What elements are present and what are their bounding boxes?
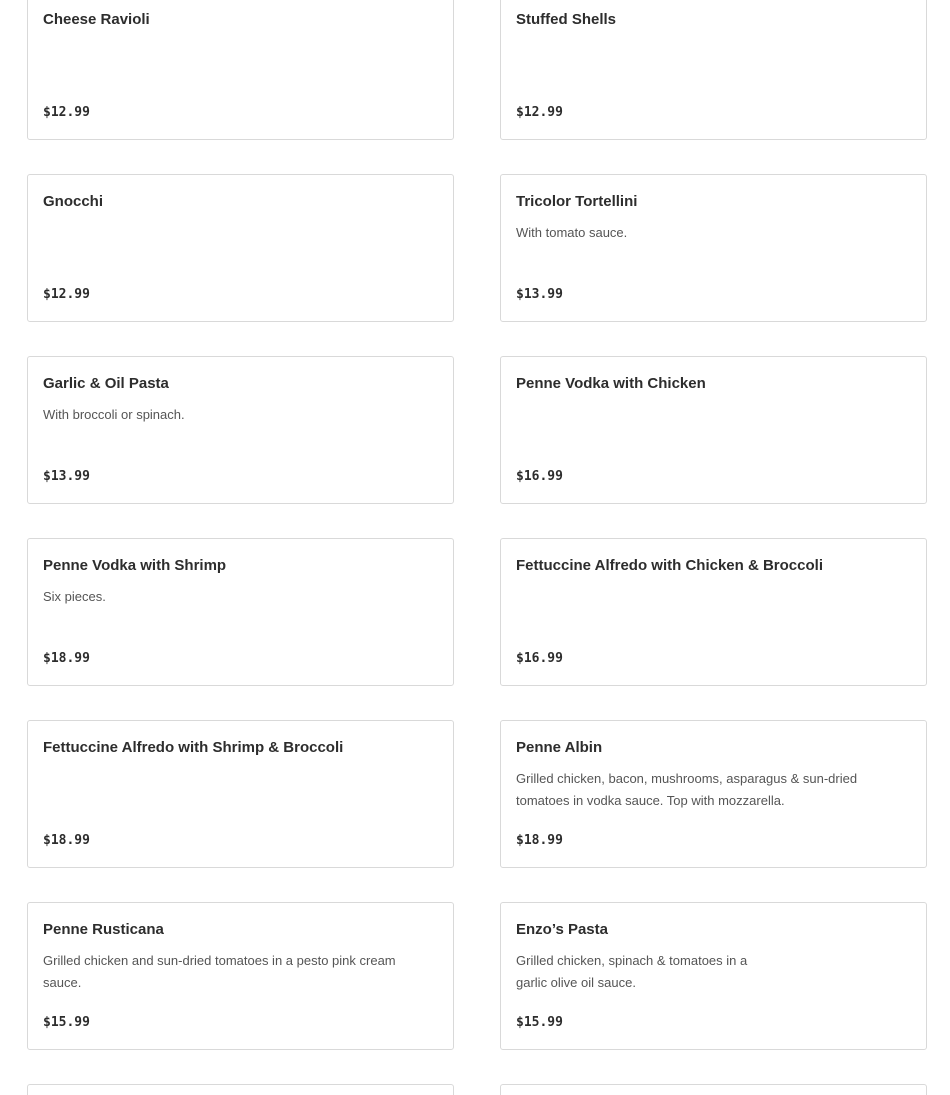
- menu-item-price: $18.99: [516, 833, 563, 848]
- menu-item-card[interactable]: [500, 1084, 927, 1095]
- menu-item-price: $13.99: [516, 287, 563, 302]
- menu-item-name: Enzo’s Pasta: [516, 921, 608, 938]
- menu-item-price: $16.99: [516, 651, 563, 666]
- menu-item-card[interactable]: [500, 0, 927, 140]
- menu-item-card[interactable]: [27, 1084, 454, 1095]
- menu-item-card[interactable]: [27, 720, 454, 868]
- menu-item-name: Penne Vodka with Chicken: [516, 375, 706, 392]
- menu-item-description: Grilled chicken, bacon, mushrooms, asparagus & sun-dried tomatoes in vodka sauce. Top with mozzarella.: [516, 771, 858, 808]
- menu-item-card[interactable]: [27, 902, 454, 1050]
- menu-item-card[interactable]: [500, 174, 927, 322]
- menu-item-card[interactable]: [500, 720, 927, 868]
- menu-item-price: $13.99: [43, 469, 90, 484]
- menu-item-price: $15.99: [516, 1015, 563, 1030]
- menu-item-price: $12.99: [43, 105, 90, 120]
- menu-item-description: Six pieces.: [43, 589, 106, 604]
- menu-item-price: $18.99: [43, 651, 90, 666]
- menu-item-price: $16.99: [516, 469, 563, 484]
- menu-item-name: Tricolor Tortellini: [516, 193, 638, 210]
- menu-item-card[interactable]: [27, 0, 454, 140]
- menu-item-name: Fettuccine Alfredo with Shrimp & Broccoli: [43, 739, 344, 756]
- menu-item-name: Cheese Ravioli: [43, 11, 150, 28]
- menu-item-price: $18.99: [43, 833, 90, 848]
- menu-item-price: $12.99: [516, 105, 563, 120]
- menu-item-card[interactable]: [500, 538, 927, 686]
- menu-item-card[interactable]: [500, 902, 927, 1050]
- menu-item-name: Penne Rusticana: [43, 921, 164, 938]
- menu-item-price: $12.99: [43, 287, 90, 302]
- menu-item-name: Penne Albin: [516, 739, 603, 756]
- menu-item-card[interactable]: [27, 174, 454, 322]
- menu-item-card[interactable]: [27, 538, 454, 686]
- menu-item-name: Fettuccine Alfredo with Chicken & Broccoli: [516, 557, 823, 574]
- menu-item-name: Garlic & Oil Pasta: [43, 375, 169, 392]
- menu-item-description: Grilled chicken, spinach & tomatoes in a garlic olive oil sauce.: [516, 953, 748, 990]
- menu-item-price: $15.99: [43, 1015, 90, 1030]
- menu-item-description: With broccoli or spinach.: [43, 407, 185, 422]
- menu-item-name: Penne Vodka with Shrimp: [43, 557, 227, 574]
- menu-item-card[interactable]: [27, 356, 454, 504]
- menu-item-card[interactable]: [500, 356, 927, 504]
- menu-item-description: Grilled chicken and sun-dried tomatoes in a pesto pink cream sauce.: [43, 953, 396, 990]
- menu-item-description: With tomato sauce.: [516, 225, 628, 240]
- menu-item-name: Gnocchi: [43, 193, 104, 210]
- menu-item-name: Stuffed Shells: [516, 11, 617, 28]
